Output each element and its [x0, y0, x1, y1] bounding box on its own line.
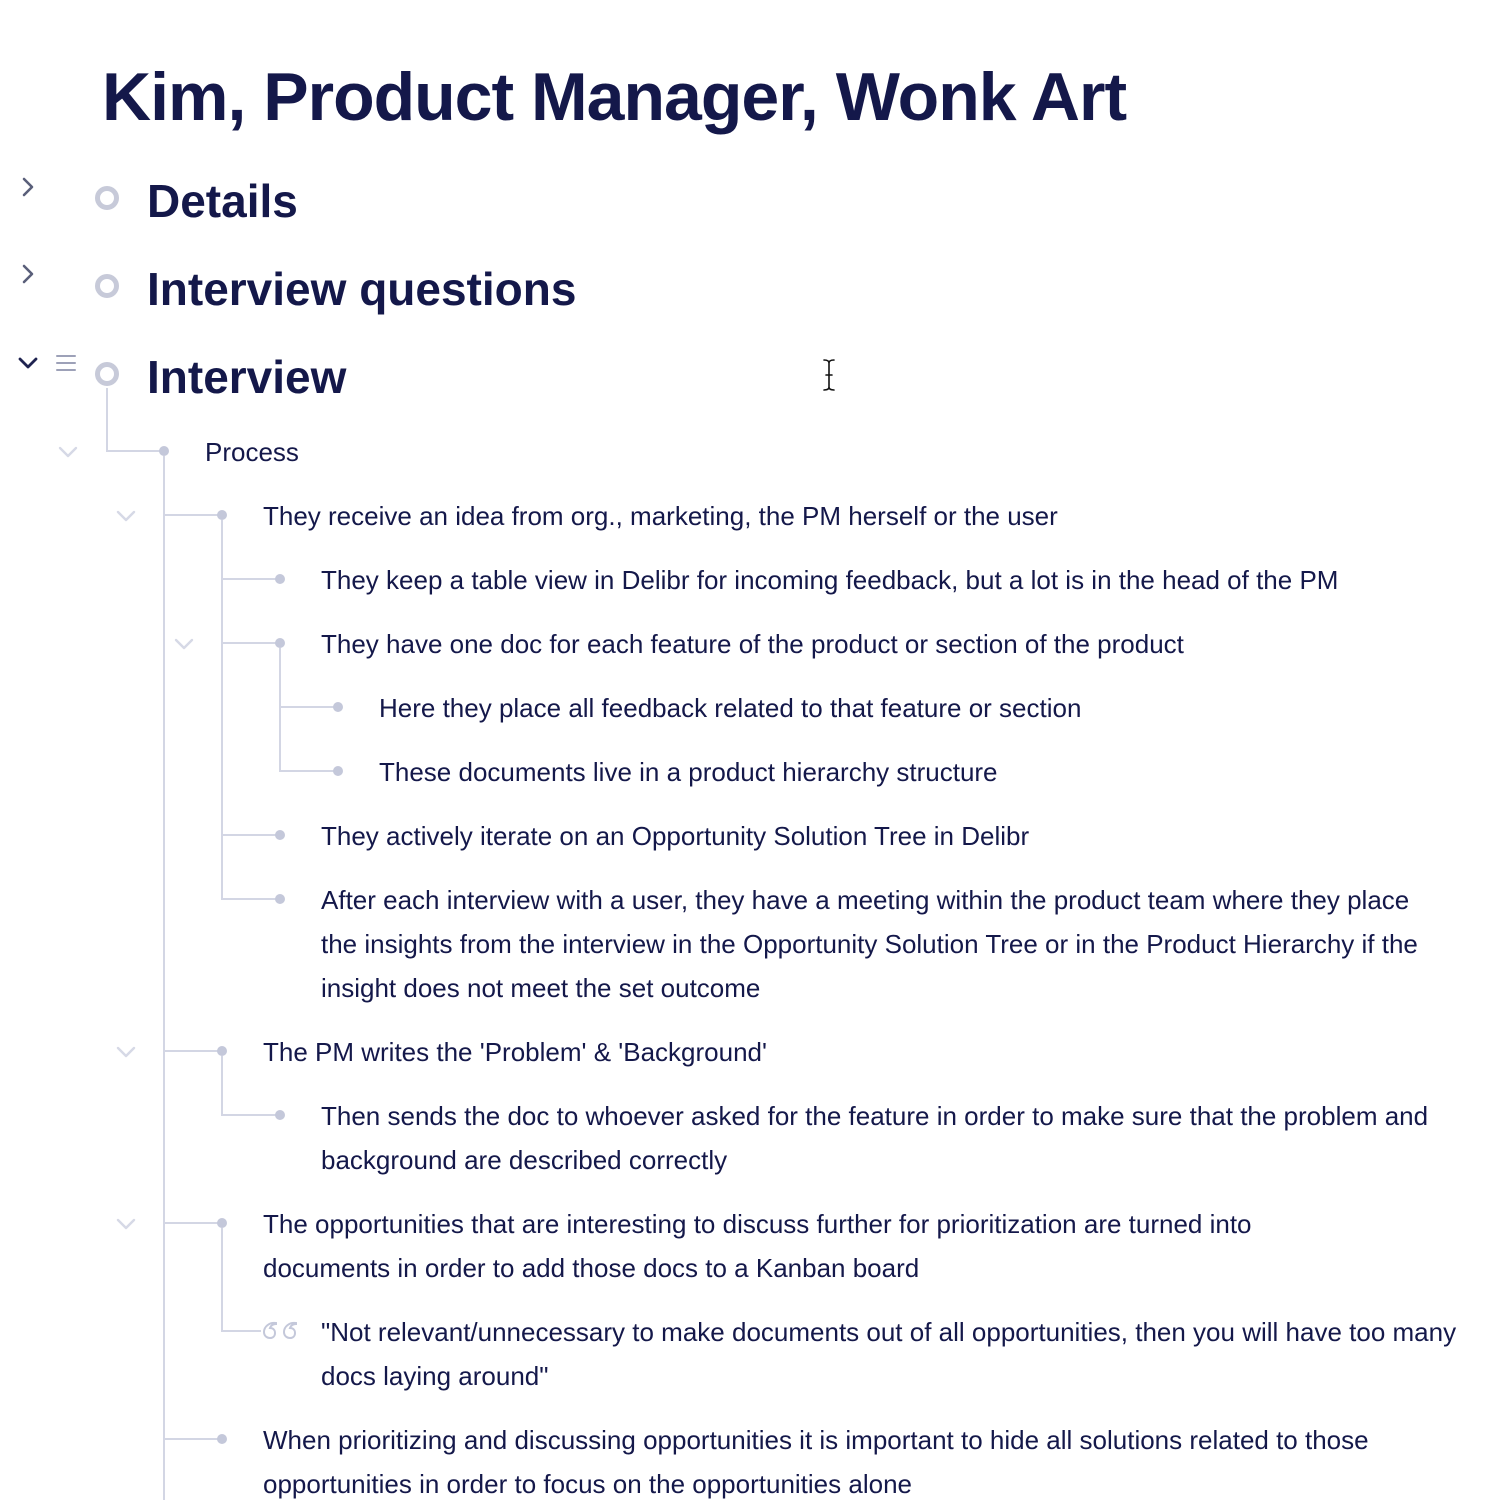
bullet-icon[interactable]: [275, 638, 285, 648]
bullet-icon[interactable]: [275, 574, 285, 584]
list-item[interactable]: They receive an idea from org., marketing, the PM herself or the user: [263, 501, 1058, 531]
bullet-icon[interactable]: [217, 510, 227, 520]
list-item[interactable]: The PM writes the 'Problem' & 'Background': [263, 1037, 767, 1067]
chevron-down-icon[interactable]: [16, 351, 40, 375]
quote-item[interactable]: "Not relevant/unnecessary to make documents out of all opportunities, then you will have too many docs laying around": [321, 1317, 1457, 1391]
tree-line: [163, 514, 221, 516]
section-heading-interview[interactable]: Interview: [147, 351, 347, 403]
tree-line: [221, 898, 279, 900]
list-item[interactable]: After each interview with a user, they have a meeting within the product team where they place the insights from the interview in the Opportunity Solution Tree or in the Product Hierarchy if the insight does not meet the set outcome: [321, 885, 1418, 1003]
tree-line: [106, 388, 108, 451]
section-bullet-icon[interactable]: [95, 186, 119, 210]
list-item[interactable]: They keep a table view in Delibr for incoming feedback, but a lot is in the head of the PM: [321, 565, 1339, 595]
tree-line: [163, 1438, 221, 1440]
bullet-icon[interactable]: [333, 702, 343, 712]
list-item[interactable]: The opportunities that are interesting to discuss further for prioritization are turned into documents in order to add those docs to a Kanban board: [263, 1209, 1252, 1283]
bullet-icon[interactable]: [333, 766, 343, 776]
list-item[interactable]: Then sends the doc to whoever asked for the feature in order to make sure that the problem and background are described correctly: [321, 1101, 1429, 1175]
list-item[interactable]: Here they place all feedback related to that feature or section: [379, 693, 1082, 723]
tree-line: [221, 1056, 223, 1115]
tree-line: [106, 450, 164, 452]
tree-line: [221, 1114, 279, 1116]
bullet-icon[interactable]: [217, 1434, 227, 1444]
tree-line: [279, 648, 281, 771]
tree-line: [279, 770, 337, 772]
quote-icon[interactable]: [258, 1318, 304, 1352]
list-item[interactable]: These documents live in a product hierarchy structure: [379, 757, 998, 787]
chevron-down-icon[interactable]: [114, 1040, 138, 1064]
bullet-icon[interactable]: [217, 1046, 227, 1056]
tree-line: [163, 456, 165, 1500]
list-item[interactable]: They have one doc for each feature of the product or section of the product: [321, 629, 1184, 659]
chevron-down-icon[interactable]: [172, 632, 196, 656]
chevron-down-icon[interactable]: [114, 1212, 138, 1236]
bullet-icon[interactable]: [159, 446, 169, 456]
list-item-process[interactable]: Process: [205, 437, 299, 467]
tree-line: [279, 706, 337, 708]
bullet-icon[interactable]: [275, 1110, 285, 1120]
section-heading-interview-questions[interactable]: Interview questions: [147, 263, 577, 315]
tree-line: [221, 578, 279, 580]
hamburger-menu-icon[interactable]: [55, 353, 77, 373]
tree-line: [221, 1228, 223, 1331]
page-title[interactable]: Kim, Product Manager, Wonk Art: [102, 59, 1127, 135]
tree-line: [163, 1222, 221, 1224]
chevron-right-icon[interactable]: [16, 175, 40, 199]
bullet-icon[interactable]: [275, 894, 285, 904]
tree-line: [221, 1330, 261, 1332]
tree-line: [221, 834, 279, 836]
tree-line: [221, 520, 223, 899]
list-item[interactable]: They actively iterate on an Opportunity Solution Tree in Delibr: [321, 821, 1030, 851]
section-bullet-icon[interactable]: [95, 274, 119, 298]
chevron-down-icon[interactable]: [114, 504, 138, 528]
tree-line: [163, 1050, 221, 1052]
tree-line: [221, 642, 279, 644]
list-item[interactable]: When prioritizing and discussing opportunities it is important to hide all solutions related to those opportunities in order to focus on the opportunities alone: [263, 1425, 1369, 1499]
bullet-icon[interactable]: [275, 830, 285, 840]
chevron-right-icon[interactable]: [16, 262, 40, 286]
bullet-icon[interactable]: [217, 1218, 227, 1228]
section-bullet-icon[interactable]: [95, 362, 119, 386]
section-heading-details[interactable]: Details: [147, 175, 298, 227]
chevron-down-icon[interactable]: [56, 440, 80, 464]
text-cursor-icon: [820, 358, 838, 392]
